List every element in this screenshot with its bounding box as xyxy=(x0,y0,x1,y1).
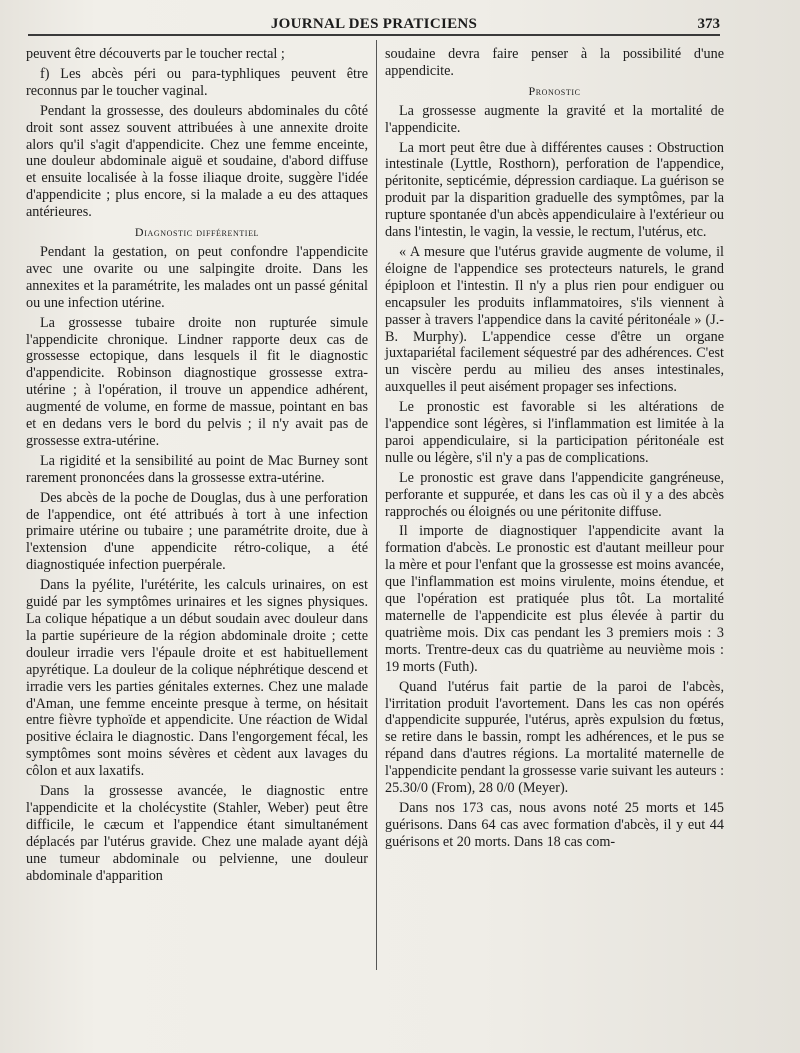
paragraph: Dans nos 173 cas, nous avons noté 25 morts et 145 guérisons. Dans 64 cas avec formation d'abcès, il y eut 44 guérisons et 20 morts. Dans 18 cas com- xyxy=(385,799,724,850)
page-number: 373 xyxy=(697,16,720,32)
right-column xyxy=(385,46,724,854)
paragraph: La grossesse augmente la gravité et la mortalité de l'appendicite. xyxy=(385,102,724,136)
paragraph: Le pronostic est grave dans l'appendicite gangréneuse, perforante et suppurée, et dans les cas où il y a des abcès rapprochés ou éloignés ou une péritonite diffuse. xyxy=(385,469,724,520)
column-rule xyxy=(376,40,377,970)
paragraph: Le pronostic est favorable si les altérations de l'appendice sont légères, si l'inflammation est limitée à la paroi appendiculaire, si la participation péritonéale est nulle ou légère, s'il n'y a pas de complications. xyxy=(385,399,724,466)
paragraph: « A mesure que l'utérus gravide augmente de volume, il éloigne de l'appendice ses protecteurs naturels, le grand épiploon et l'intestin. Il n'y a plus rien pour endiguer ou encapsuler les produits inflammatoires, s'ils viennent à passer à travers l'appendice dans la cavité péritonéale » (J.-B. Murphy). L'appendice cesse d'être un organe juxtapariétal facilement séquestré par des adhérences. C'est un viscère perdu au milieu des anses intestinales, auxquelles il peut aisément propager ses infections. xyxy=(385,243,724,396)
paragraph: La grossesse tubaire droite non rupturée simule l'appendicite chronique. Lindner rapporte deux cas de grossesse ectopique, dans lesquels il fit le diagnostic d'appendicite. Robinson diagnostique grossesse extra-utérine ; à l'opération, il trouve un appendice adhérent, augmenté de volume, en forme de massue, pointant en bas et en dedans vers le bord du pelvis ; il n'y avait pas de grossesse extra-utérine. xyxy=(26,314,368,449)
page-header xyxy=(28,6,720,36)
paragraph: Des abcès de la poche de Douglas, dus à une perforation de l'appendice, ont été attribués à tort à une infection primaire utérine ou tubaire ; une paramétrite droite, due à l'extension d'une appendicite rétro-colique, a été diagnostiquée infection puerpérale. xyxy=(26,489,368,574)
paragraph: peuvent être découverts par le toucher rectal ; xyxy=(26,46,285,62)
paragraph: Dans la pyélite, l'urétérite, les calculs urinaires, on est guidé par les symptômes urinaires et les signes physiques. La colique hépatique a un début soudain avec douleur dans la partie supérieure de la région abdominale droite ; cette douleur irradie vers l'épaule droite et est habituellement apyrétique. La douleur de la colique néphrétique descend et irradie vers les parties génitales externes. Chez une malade d'Aman, une femme enceinte presque à terme, on hésitait entre fièvre typhoïde et appendicite. Une réaction de Widal positive éclaira le diagnostic. Dans l'engorgement fécal, les symptômes sont moins sévères et cèdent aux lavages du côlon et aux laxatifs. xyxy=(26,577,368,780)
running-title: JOURNAL DES PRATICIENS xyxy=(270,16,478,32)
paragraph: f) Les abcès péri ou para-typhliques peuvent être reconnus par le toucher vaginal. xyxy=(26,65,368,99)
paragraph: soudaine devra faire penser à la possibilité d'une appendicite. xyxy=(385,46,724,79)
paragraph: Dans la grossesse avancée, le diagnostic entre l'appendicite et la cholécystite (Stahler, Weber) peut être difficile, le cæcum et l'appendice étant simultanément déplacés par l'utérus gravide. Chez une malade ayant déjà une tumeur abdominale ou pelvienne, une douleur abdominale d'apparition xyxy=(26,783,368,884)
left-column xyxy=(26,46,368,888)
paragraph: La mort peut être due à différentes causes : Obstruction intestinale (Lyttle, Rosthorn), perforation de l'appendice, péritonite, septicémie, dépression cardiaque. La guérison se produit par la disparition graduelle des symptômes, par la rupture spontanée d'un abcès appendiculaire à l'extérieur ou dans l'intestin, le vagin, la vessie, le rectum, l'utérus, etc. xyxy=(385,139,724,241)
paragraph: Pendant la grossesse, des douleurs abdominales du côté droit sont assez souvent attribuées à une annexite droite alors qu'il s'agit d'appendicite. Chez une femme enceinte, une douleur abdominale aiguë et soudaine, d'abord diffuse et ensuite localisée à la fosse iliaque droite, suggère l'idée d'appendicite ; plus encore, si la malade a eu des attaques antérieures. xyxy=(26,102,368,221)
paragraph: Quand l'utérus fait partie de la paroi de l'abcès, l'irritation produit l'avortement. Dans les cas non opérés d'appendicite suppurée, l'utérus, après expulsion du fœtus, se retire dans le bassin, rompt les adhérences, et le pus se répand dans d'autres régions. La mortalité maternelle de l'appendicite pendant la grossesse varie suivant les auteurs : 25.30/0 (From), 28 0/0 (Meyer). xyxy=(385,678,725,797)
paragraph: La rigidité et la sensibilité au point de Mac Burney sont rarement prononcées dans la grossesse extra-utérine. xyxy=(26,452,368,486)
paragraph: Il importe de diagnostiquer l'appendicite avant la formation d'abcès. Le pronostic est d'autant meilleur pour la mère et pour l'enfant que la grossesse est moins avancée, que l'inflammation est moins virulente, moins étendue, et que l'opération est pratiquée plus tôt. La mortalité maternelle de l'appendicite est plus élevée à partir du quatrième mois. Dix cas pendant les 3 premiers mois : 3 morts. Trentre-deux cas du quatrième au neuvième mois : 19 morts (Futh). xyxy=(385,523,724,675)
section-heading-diagnostic: Diagnostic différentiel xyxy=(134,225,260,240)
section-heading-pronostic: Pronostic xyxy=(528,83,581,98)
paragraph: Pendant la gestation, on peut confondre l'appendicite avec une ovarite ou une salpingite droite. Dans les annexites et la paramétrite, les malades ont un passé génital ou une infection utérine. xyxy=(26,243,368,311)
